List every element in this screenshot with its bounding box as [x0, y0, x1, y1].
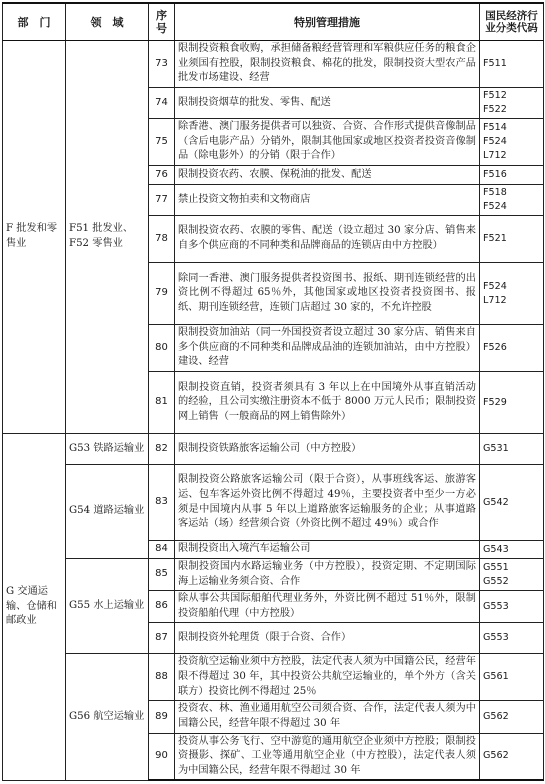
- industry-code: F524: [483, 136, 507, 147]
- code-cell: [480, 434, 544, 465]
- seq-cell: 85: [149, 559, 175, 591]
- header-sector: 部 门: [3, 3, 66, 41]
- seq-cell: 90: [149, 733, 175, 780]
- measure-cell: 限制投资外轮理货（限于合资、合作）: [175, 623, 480, 654]
- industry-code: F518: [483, 187, 507, 198]
- industry-code: G553: [483, 632, 509, 644]
- code-cell: [480, 41, 544, 88]
- industry-code: F524: [483, 280, 507, 292]
- industry-code: F522: [483, 104, 507, 115]
- code-cell: [480, 185, 544, 216]
- table-row: [3, 41, 544, 88]
- regulation-table: [2, 2, 544, 781]
- measure-cell: 限制投资直销，投资者须具有 3 年以上在中国境外从事直销活动的经验，且公司实缴注册资本不低于 8000 万元人民币；限制投资网上销售（一般商品的网上销售除外）: [175, 372, 480, 434]
- seq-cell: 89: [149, 701, 175, 733]
- code-cell: [480, 88, 544, 119]
- seq-cell: 75: [149, 119, 175, 166]
- code-cell: [480, 465, 544, 541]
- code-cell: [480, 701, 544, 733]
- code-cell: [480, 541, 544, 559]
- industry-code: G542: [483, 496, 509, 508]
- measure-cell: 限制投资公路旅客运输公司（限于合资），从事班线客运、旅游客运、包车客运外资比例不得超过 49％，主要投资者中至少一方必须是中国境内从事 5 年以上道路旅客运输服务的企业；从事道路客运站（场）经营须合资（外资比例不超过 49％）或合作: [175, 465, 480, 541]
- seq-cell: 79: [149, 263, 175, 325]
- code-cell: [480, 654, 544, 701]
- seq-cell: 84: [149, 541, 175, 559]
- seq-cell: 76: [149, 166, 175, 185]
- industry-code: L712: [483, 294, 507, 306]
- measure-cell: 限制投资农药、农膜、保税油的批发、配送: [175, 166, 480, 185]
- code-cell: [480, 623, 544, 654]
- measure-cell: 限制投资加油站（同一外国投资者设立超过 30 家分店、销售来自多个供应商的不同种类和品牌成品油的连锁加油站，由中方控股）建设、经营: [175, 325, 480, 372]
- industry-code: G551: [483, 561, 509, 573]
- seq-cell: 87: [149, 623, 175, 654]
- industry-code: F511: [483, 58, 507, 69]
- measure-cell: 限制投资农药、农膜的零售、配送（设立超过 30 家分店、销售来自多个供应商的不同种类和品牌商品的连锁店由中方控股）: [175, 216, 480, 263]
- sector-cell: G 交通运输、仓储和邮政业: [3, 434, 66, 781]
- seq-cell: 86: [149, 591, 175, 623]
- code-cell: [480, 263, 544, 325]
- seq-cell: 81: [149, 372, 175, 434]
- seq-cell: 78: [149, 216, 175, 263]
- header-measure: 特别管理措施: [175, 3, 480, 41]
- field-cell: G56 航空运输业: [66, 654, 149, 780]
- measure-cell: 投资航空运输业须中方控股，法定代表人须为中国籍公民，经营年限不得超过 30 年，其中投资公共航空运输业的，单个外方（含关联方）投资比例不得超过 25％: [175, 654, 480, 701]
- code-cell: [480, 372, 544, 434]
- code-cell: [480, 166, 544, 185]
- seq-cell: 83: [149, 465, 175, 541]
- header-code: 国民经济行业分类代码: [480, 3, 544, 41]
- industry-code: F516: [483, 169, 507, 180]
- industry-code: G562: [483, 710, 509, 722]
- field-cell: F51 批发业、F52 零售业: [66, 41, 149, 434]
- industry-code: F512: [483, 90, 507, 101]
- code-cell: [480, 591, 544, 623]
- measure-cell: 除香港、澳门服务提供者可以独资、合资、合作形式提供音像制品（含后电影产品）分销外，限制其他国家或地区投资者投资音像制品（除电影外）的分销（限于合作）: [175, 119, 480, 166]
- industry-code: G553: [483, 600, 509, 612]
- measure-cell: 禁止投资文物拍卖和文物商店: [175, 185, 480, 216]
- measure-cell: 限制投资粮食收购，承担储备粮经营管理和军粮供应任务的粮食企业须国有控股，限制投资粮食、棉花的批发，限制投资大型农产品批发市场建设、经营: [175, 41, 480, 88]
- measure-cell: 投资从事公务飞行、空中游览的通用航空企业须中方控股；限制投资摄影、探矿、工业等通用航空企业（中方控股），法定代表人须为中国籍公民，经营年限不得超过 30 年: [175, 733, 480, 780]
- sector-cell: F 批发和零售业: [3, 41, 66, 434]
- table-header-row: [3, 3, 544, 41]
- table-row: [3, 465, 544, 541]
- seq-cell: 77: [149, 185, 175, 216]
- industry-code: F524: [483, 201, 507, 212]
- code-cell: [480, 559, 544, 591]
- measure-cell: 限制投资铁路旅客运输公司（中方控股）: [175, 434, 480, 465]
- header-field: 领 域: [66, 3, 149, 41]
- seq-cell: 80: [149, 325, 175, 372]
- measure-cell: 投资农、林、渔业通用航空公司须合资、合作，法定代表人须为中国籍公民，经营年限不得超过 30 年: [175, 701, 480, 733]
- table-row: [3, 559, 544, 591]
- field-cell: G54 道路运输业: [66, 465, 149, 559]
- table-row: [3, 654, 544, 701]
- industry-code: G531: [483, 443, 509, 454]
- industry-code: F529: [483, 396, 507, 408]
- code-cell: [480, 733, 544, 780]
- seq-cell: 73: [149, 41, 175, 88]
- industry-code: F514: [483, 122, 507, 133]
- industry-code: G543: [483, 543, 509, 555]
- field-cell: G55 水上运输业: [66, 559, 149, 654]
- industry-code: F526: [483, 342, 507, 353]
- code-cell: [480, 119, 544, 166]
- code-cell: [480, 216, 544, 263]
- measure-cell: 除从事公共国际船舶代理业务外，外资比例不超过 51％外，限制投资船舶代理（中方控股）: [175, 591, 480, 623]
- header-seq: 序号: [149, 3, 175, 41]
- industry-code: G561: [483, 671, 509, 683]
- seq-cell: 74: [149, 88, 175, 119]
- measure-cell: 限制投资烟草的批发、零售、配送: [175, 88, 480, 119]
- measure-cell: 限制投资出入境汽车运输公司: [175, 541, 480, 559]
- measure-cell: 限制投资国内水路运输业务（中方控股），投资定期、不定期国际海上运输业务须合资、合作: [175, 559, 480, 591]
- table-row: [3, 434, 544, 465]
- industry-code: L712: [483, 150, 507, 161]
- seq-cell: 88: [149, 654, 175, 701]
- code-cell: [480, 325, 544, 372]
- seq-cell: 82: [149, 434, 175, 465]
- industry-code: G562: [483, 750, 509, 762]
- field-cell: G53 铁路运输业: [66, 434, 149, 465]
- industry-code: F521: [483, 233, 507, 244]
- industry-code: G552: [483, 575, 509, 587]
- measure-cell: 除同一香港、澳门服务提供者投资图书、报纸、期刊连锁经营的出资比例不得超过 65％外，其他国家或地区投资者投资图书、报纸、期刊连锁经营，连锁门店超过 30 家的，不允许控股: [175, 263, 480, 325]
- table-body: [3, 41, 544, 781]
